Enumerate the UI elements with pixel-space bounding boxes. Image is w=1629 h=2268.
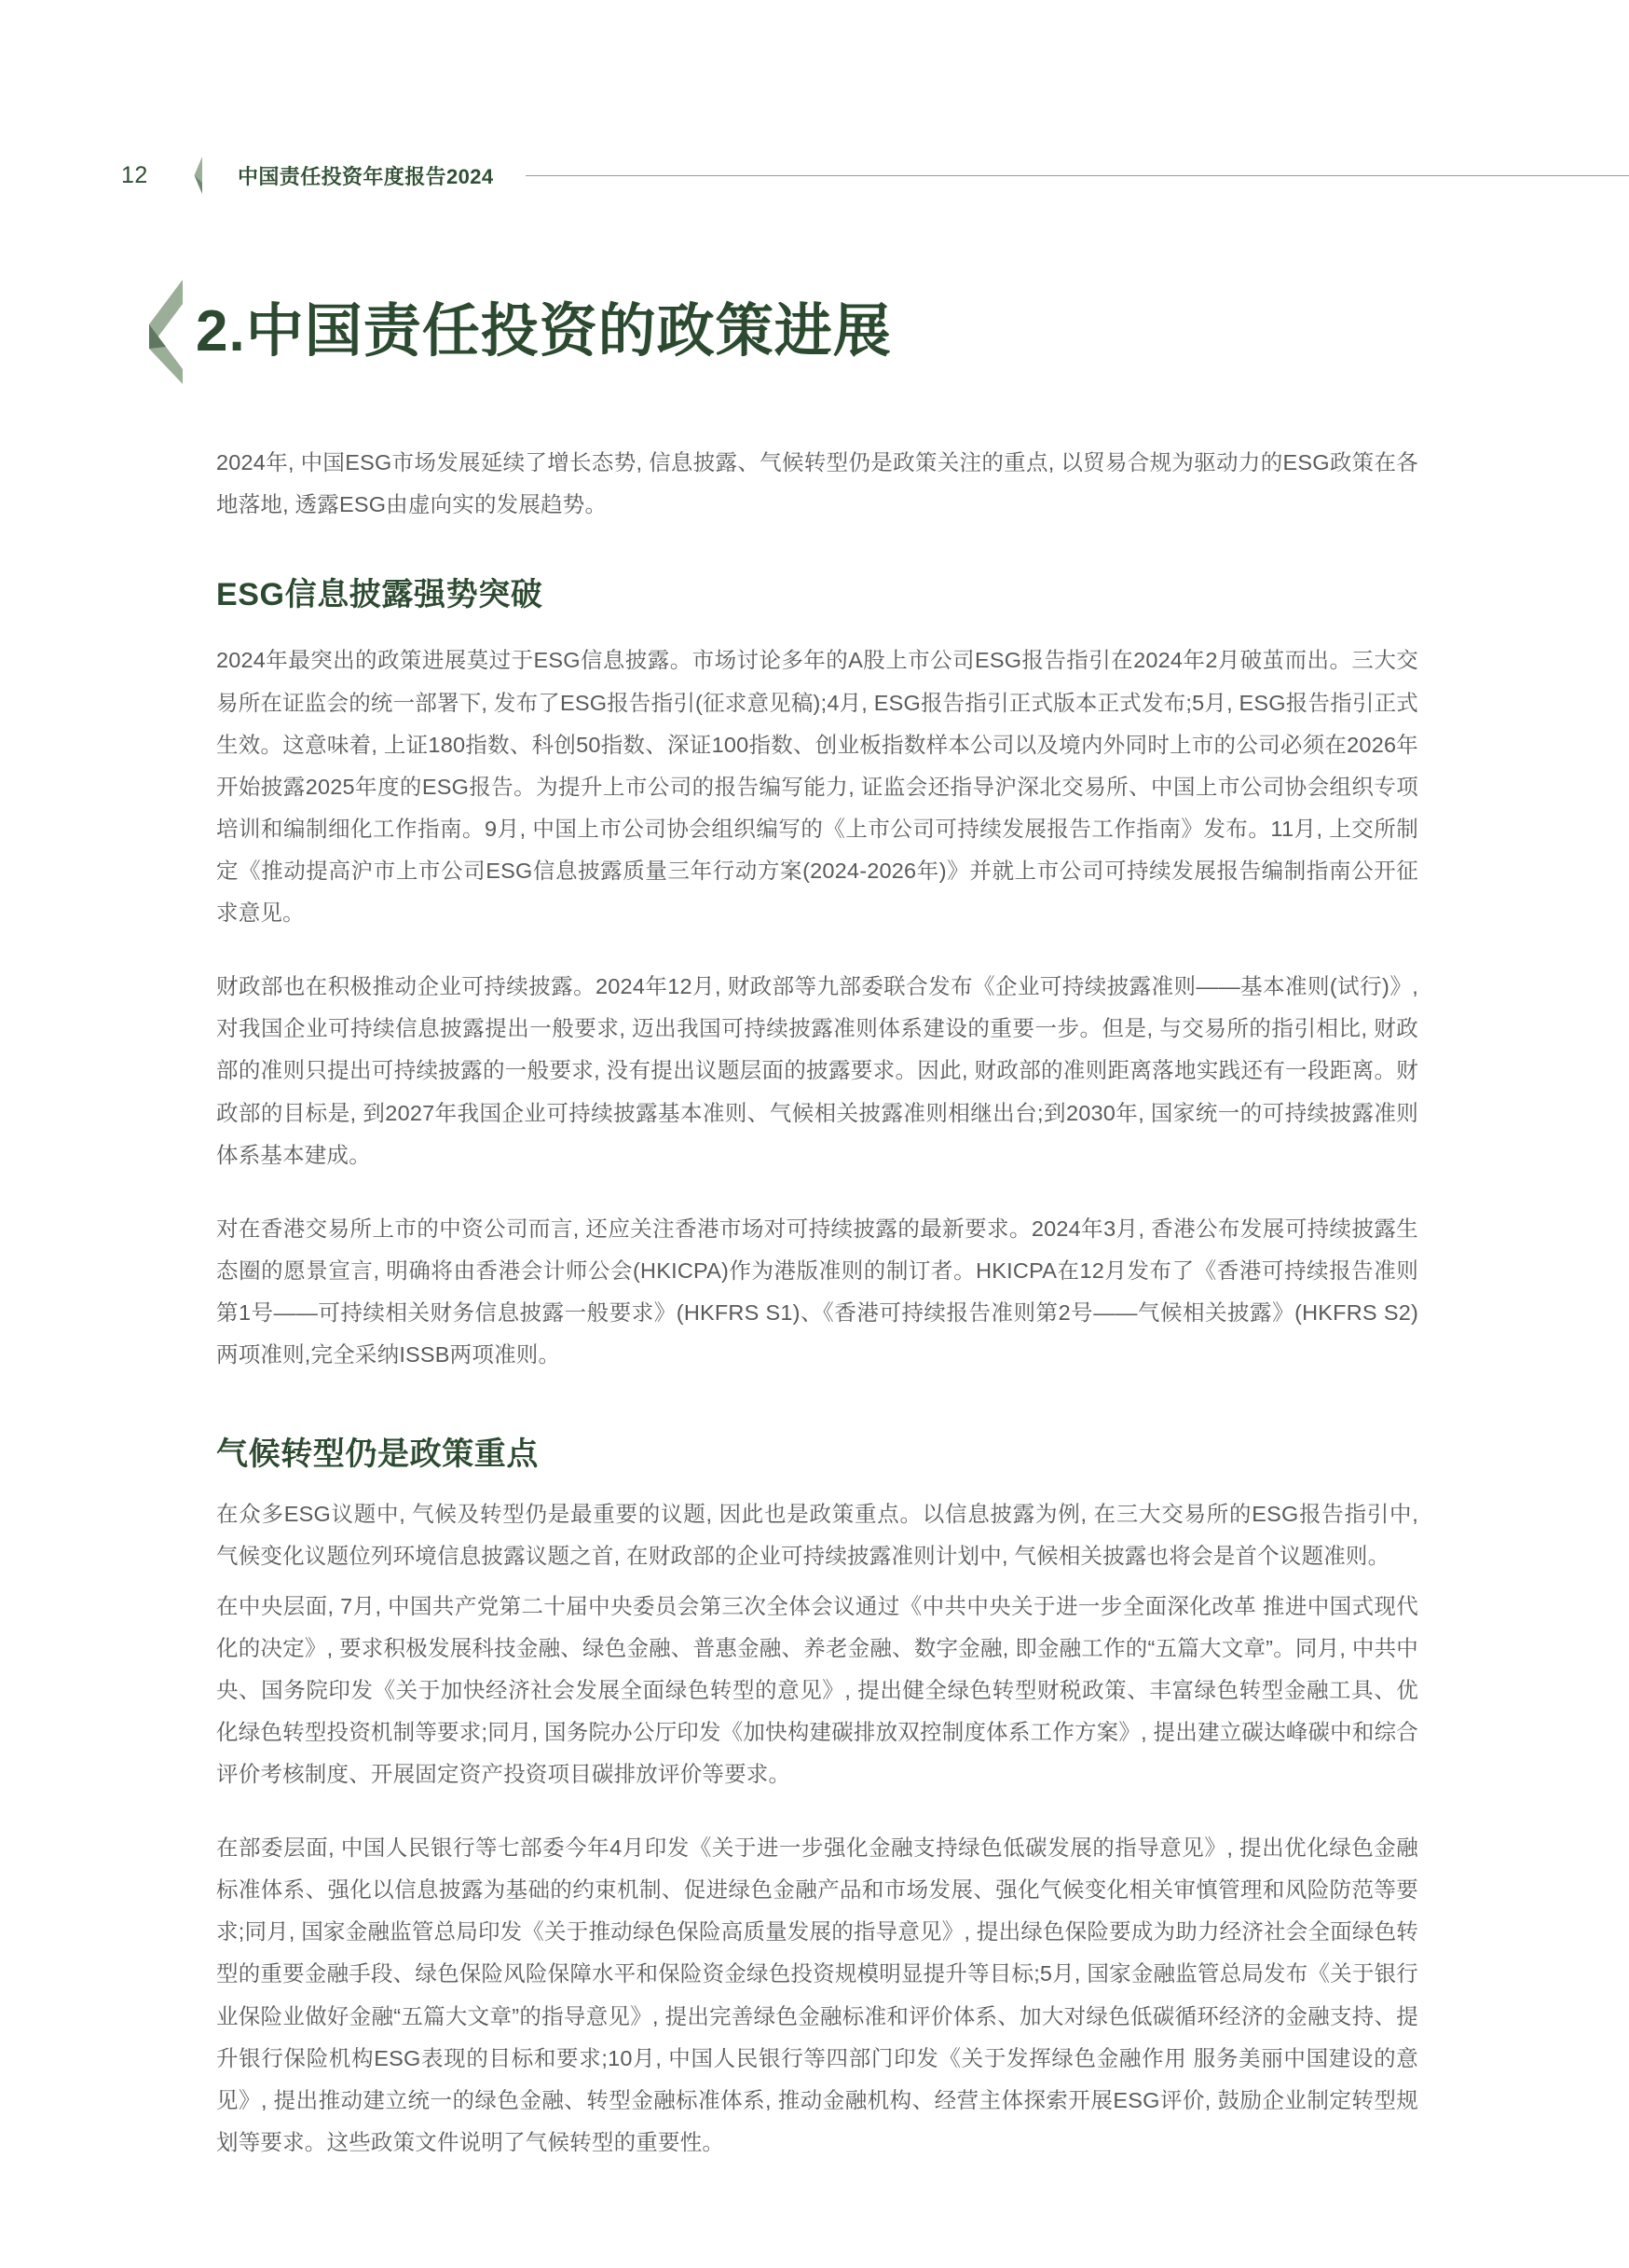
chevron-left-large-icon [138, 280, 183, 384]
section-intro-paragraph: 2024年, 中国ESG市场发展延续了增长态势, 信息披露、气候转型仍是政策关注的重点, 以贸易合规为驱动力的ESG政策在各地落地, 透露ESG由虚向实的发展趋势。 [216, 450, 1418, 517]
content-column [196, 280, 1418, 2195]
subsection-heading-esg-disclosure: ESG信息披露强势突破 [216, 577, 543, 613]
chevron-left-icon [186, 157, 202, 194]
running-header-title: 中国责任投资年度报告2024 [238, 164, 494, 188]
page-number: 12 [121, 161, 148, 188]
subsection-heading-climate-transition: 气候转型仍是政策重点 [216, 1436, 539, 1473]
paragraph-esg-disclosure-2: 财政部也在积极推动企业可持续披露。2024年12月, 财政部等九部委联合发布《企业可持续披露准则——基本准则(试行)》, 对我国企业可持续信息披露提出一般要求, 迈出我国可持续披露准则体系建设的重要一步。但是, 与交易所的指引相比, 财政部的准则只提出可持续披露的一般要求, 没有提出议题层面的披露要求。因此, 财政部的准则距离落地实践还有一段距离。财政部的目标是, 到2027年我国企业可持续披露基本准则、气候相关披露准则相继出台;到2030年, 国家统一的可持续披露准则体系基本建成。 [216, 974, 1418, 1167]
header-divider-rule [526, 175, 1629, 176]
section-title [196, 280, 1418, 384]
paragraph-climate-2: 在中央层面, 7月, 中国共产党第二十届中央委员会第三次全体会议通过《中共中央关于进一步全面深化改革 推进中国式现代化的决定》, 要求积极发展科技金融、绿色金融、普惠金融、养老金融、数字金融, 即金融工作的“五篇大文章”。同月, 中共中央、国务院印发《关于加快经济社会发展全面绿色转型的意见》, 提出健全绿色转型财税政策、丰富绿色转型金融工具、优化绿色转型投资机制等要求;同月, 国务院办公厅印发《加快构建碳排放双控制度体系工作方案》, 提出建立碳达峰碳中和综合评价考核制度、开展固定资产投资项目碳排放评价等要求。 [216, 1593, 1418, 1786]
paragraph-climate-3: 在部委层面, 中国人民银行等七部委今年4月印发《关于进一步强化金融支持绿色低碳发展的指导意见》, 提出优化绿色金融标准体系、强化以信息披露为基础的约束机制、促进绿色金融产品和市场发展、强化气候变化相关审慎管理和风险防范等要求;同月, 国家金融监管总局印发《关于推动绿色保险高质量发展的指导意见》, 提出绿色保险要成为助力经济社会全面绿色转型的重要金融手段、绿色保险风险保障水平和保险资金绿色投资规模明显提升等目标;5月, 国家金融监管总局发布《关于银行业保险业做好金融“五篇大文章”的指导意见》, 提出完善绿色金融标准和评价体系、加大对绿色低碳循环经济的金融支持、提升银行保险机构ESG表现的目标和要求;10月, 中国人民银行等四部门印发《关于发挥绿色金融作用 服务美丽中国建设的意见》, 提出推动建立统一的绿色金融、转型金融标准体系, 推动金融机构、经营主体探索开展ESG评价, 鼓励企业制定转型规划等要求。这些政策文件说明了气候转型的重要性。 [216, 1835, 1418, 2154]
paragraph-esg-disclosure-3: 对在香港交易所上市的中资公司而言, 还应关注香港市场对可持续披露的最新要求。2024年3月, 香港公布发展可持续披露生态圈的愿景宣言, 明确将由香港会计师公会(HKICPA)作为港版准则的制订者。HKICPA在12月发布了《香港可持续报告准则第1号——可持续相关财务信息披露一般要求》(HKFRS S1)、《香港可持续报告准则第2号——气候相关披露》(HKFRS S2)两项准则,完全采纳ISSB两项准则。 [216, 1216, 1418, 1368]
section-title-text: 2.中国责任投资的政策进展 [196, 298, 892, 364]
paragraph-esg-disclosure-1: 2024年最突出的政策进展莫过于ESG信息披露。市场讨论多年的A股上市公司ESG报告指引在2024年2月破茧而出。三大交易所在证监会的统一部署下, 发布了ESG报告指引(征求意见稿);4月, ESG报告指引正式版本正式发布;5月, ESG报告指引正式生效。这意味着, 上证180指数、科创50指数、深证100指数、创业板指数样本公司以及境内外同时上市的公司必须在2026年开始披露2025年度的ESG报告。为提升上市公司的报告编写能力, 证监会还指导沪深北交易所、中国上市公司协会组织专项培训和编制细化工作指南。9月, 中国上市公司协会组织编写的《上市公司可持续发展报告工作指南》发布。11月, 上交所制定《推动提高沪市上市公司ESG信息披露质量三年行动方案(2024-2026年)》并就上市公司可持续发展报告编制指南公开征求意见。 [216, 648, 1418, 926]
page-header [0, 157, 1629, 194]
paragraph-climate-1: 在众多ESG议题中, 气候及转型仍是最重要的议题, 因此也是政策重点。以信息披露为例, 在三大交易所的ESG报告指引中, 气候变化议题位列环境信息披露议题之首, 在财政部的企业可持续披露准则计划中, 气候相关披露也将会是首个议题准则。 [216, 1502, 1418, 1569]
